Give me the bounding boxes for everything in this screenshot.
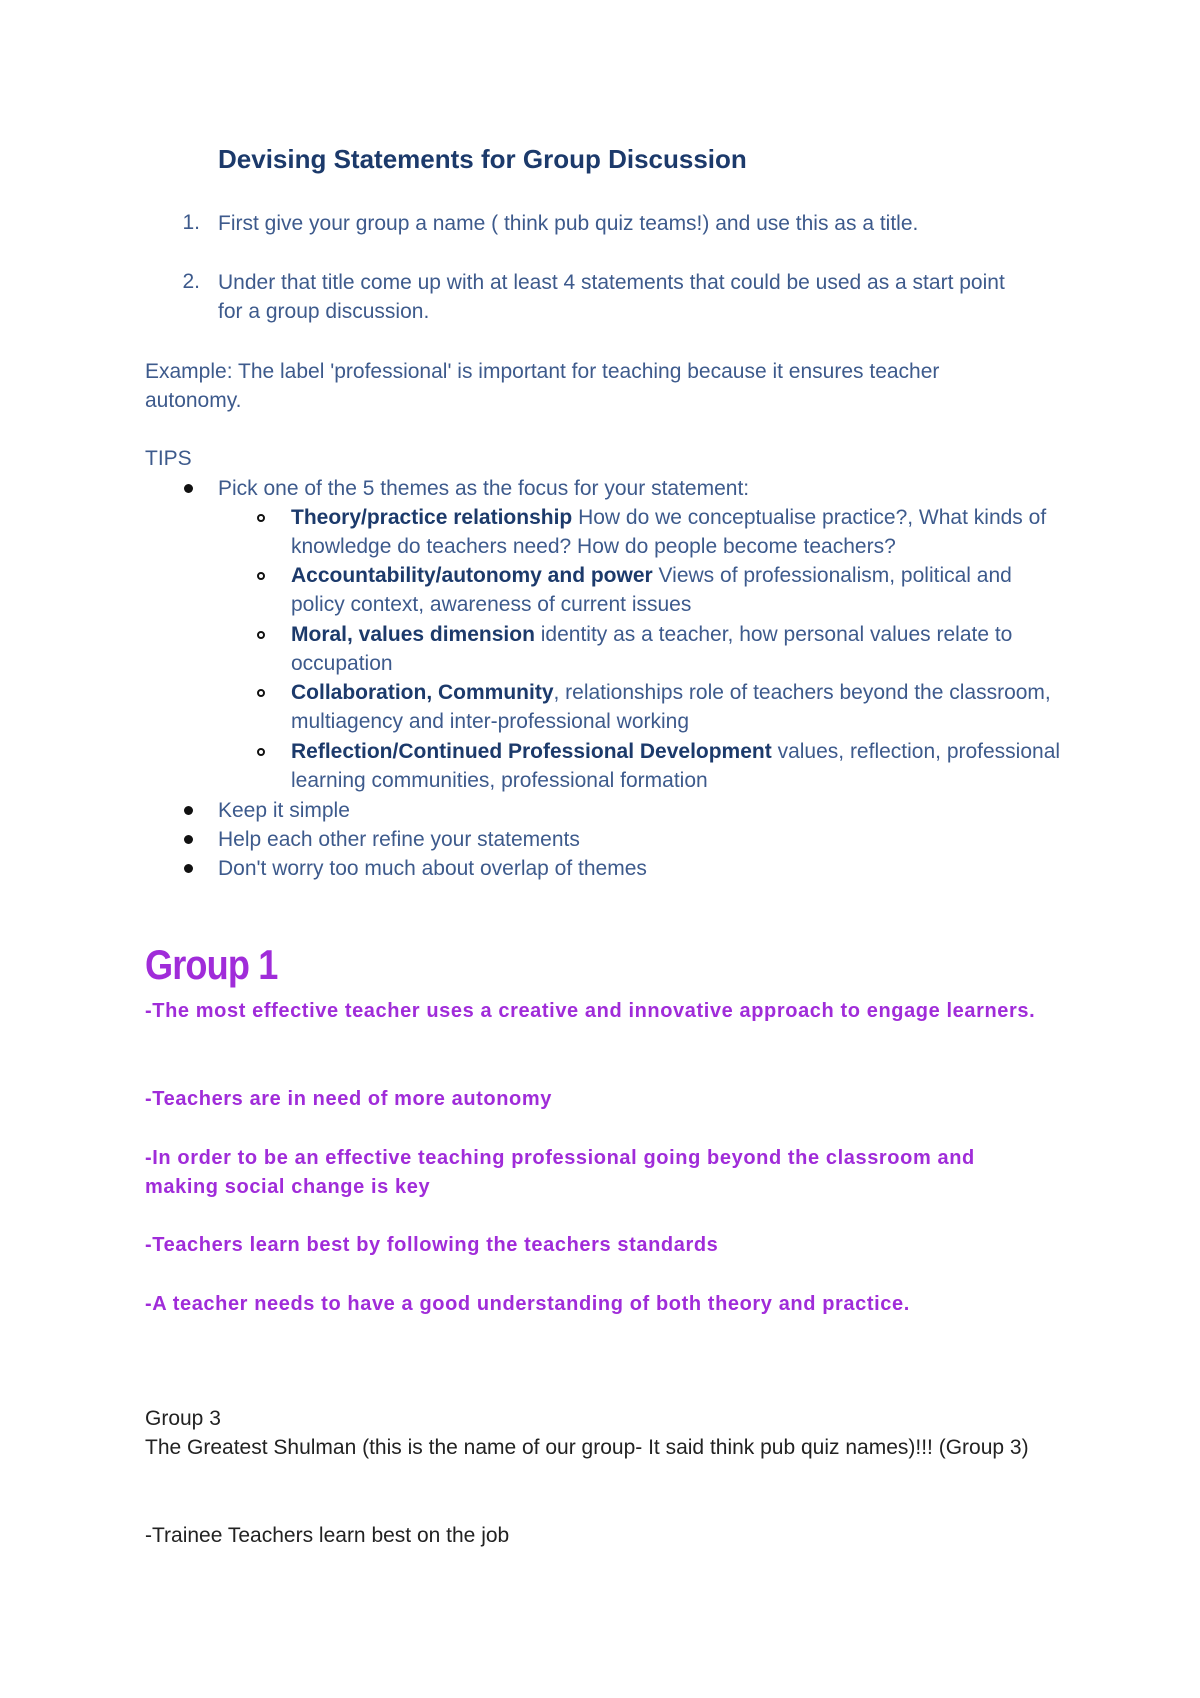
- theme-title: Reflection/Continued Professional Development: [291, 740, 772, 763]
- tip-item: Don't worry too much about overlap of themes: [218, 857, 647, 880]
- theme-description: , relationships role of teachers beyond the classroom, multiagency and inter-professional working: [291, 681, 1051, 733]
- group-3-label: Group 3: [145, 1407, 221, 1430]
- bullet-icon: [184, 484, 193, 493]
- example-line: Example: The label 'professional' is important for teaching because it ensures teacher: [145, 360, 940, 383]
- group-1-statement: -Teachers learn best by following the teachers standards: [145, 1234, 719, 1256]
- theme-item: [291, 737, 1071, 795]
- group-1-title: Group 1: [145, 941, 278, 988]
- theme-title: Theory/practice relationship: [291, 506, 573, 529]
- tip-item: Keep it simple: [218, 799, 350, 822]
- hollow-bullet-icon: [257, 631, 265, 639]
- group-3-statement: -Trainee Teachers learn best on the job: [145, 1524, 510, 1547]
- bullet-icon: [184, 835, 193, 844]
- theme-item: [291, 620, 1071, 678]
- tips-intro: Pick one of the 5 themes as the focus for your statement:: [218, 477, 750, 500]
- theme-description: How do we conceptualise practice?, What kinds of knowledge do teachers need? How do people become teachers?: [291, 506, 1047, 558]
- group-1-statement: -The most effective teacher uses a creative and innovative approach to engage learners.: [145, 1000, 1036, 1022]
- theme-description: identity as a teacher, how personal values relate to occupation: [291, 623, 1013, 675]
- hollow-bullet-icon: [257, 514, 265, 522]
- theme-title: Accountability/autonomy and power: [291, 564, 653, 587]
- group-1-statement: -In order to be an effective teaching professional going beyond the classroom and making social change is key: [145, 1147, 975, 1198]
- hollow-bullet-icon: [257, 572, 265, 580]
- hollow-bullet-icon: [257, 689, 265, 697]
- tip-item: Help each other refine your statements: [218, 828, 580, 851]
- example-line: autonomy.: [145, 389, 242, 412]
- step-number: 1.: [182, 211, 200, 234]
- theme-item: [291, 561, 1071, 619]
- group-3-name: The Greatest Shulman (this is the name of our group- It said think pub quiz names)!!! (Group 3): [145, 1436, 1029, 1459]
- tips-label: TIPS: [145, 447, 192, 470]
- theme-item: [291, 503, 1071, 561]
- theme-title: Collaboration, Community: [291, 681, 554, 704]
- bullet-icon: [184, 806, 193, 815]
- page-title: Devising Statements for Group Discussion: [218, 144, 747, 174]
- step-text: First give your group a name ( think pub quiz teams!) and use this as a title.: [218, 212, 919, 235]
- hollow-bullet-icon: [257, 748, 265, 756]
- bullet-icon: [184, 864, 193, 873]
- theme-title: Moral, values dimension: [291, 623, 535, 646]
- step-text-line: for a group discussion.: [218, 300, 430, 323]
- group-1-statement: -A teacher needs to have a good understanding of both theory and practice.: [145, 1293, 910, 1315]
- theme-item: [291, 678, 1071, 736]
- group-1-statement: -Teachers are in need of more autonomy: [145, 1088, 552, 1110]
- theme-description: Views of professionalism, political and policy context, awareness of current issues: [291, 564, 1012, 616]
- theme-description: values, reflection, professional learning communities, professional formation: [291, 740, 1061, 792]
- step-text-line: Under that title come up with at least 4 statements that could be used as a start point: [218, 271, 1005, 294]
- step-number: 2.: [182, 270, 200, 293]
